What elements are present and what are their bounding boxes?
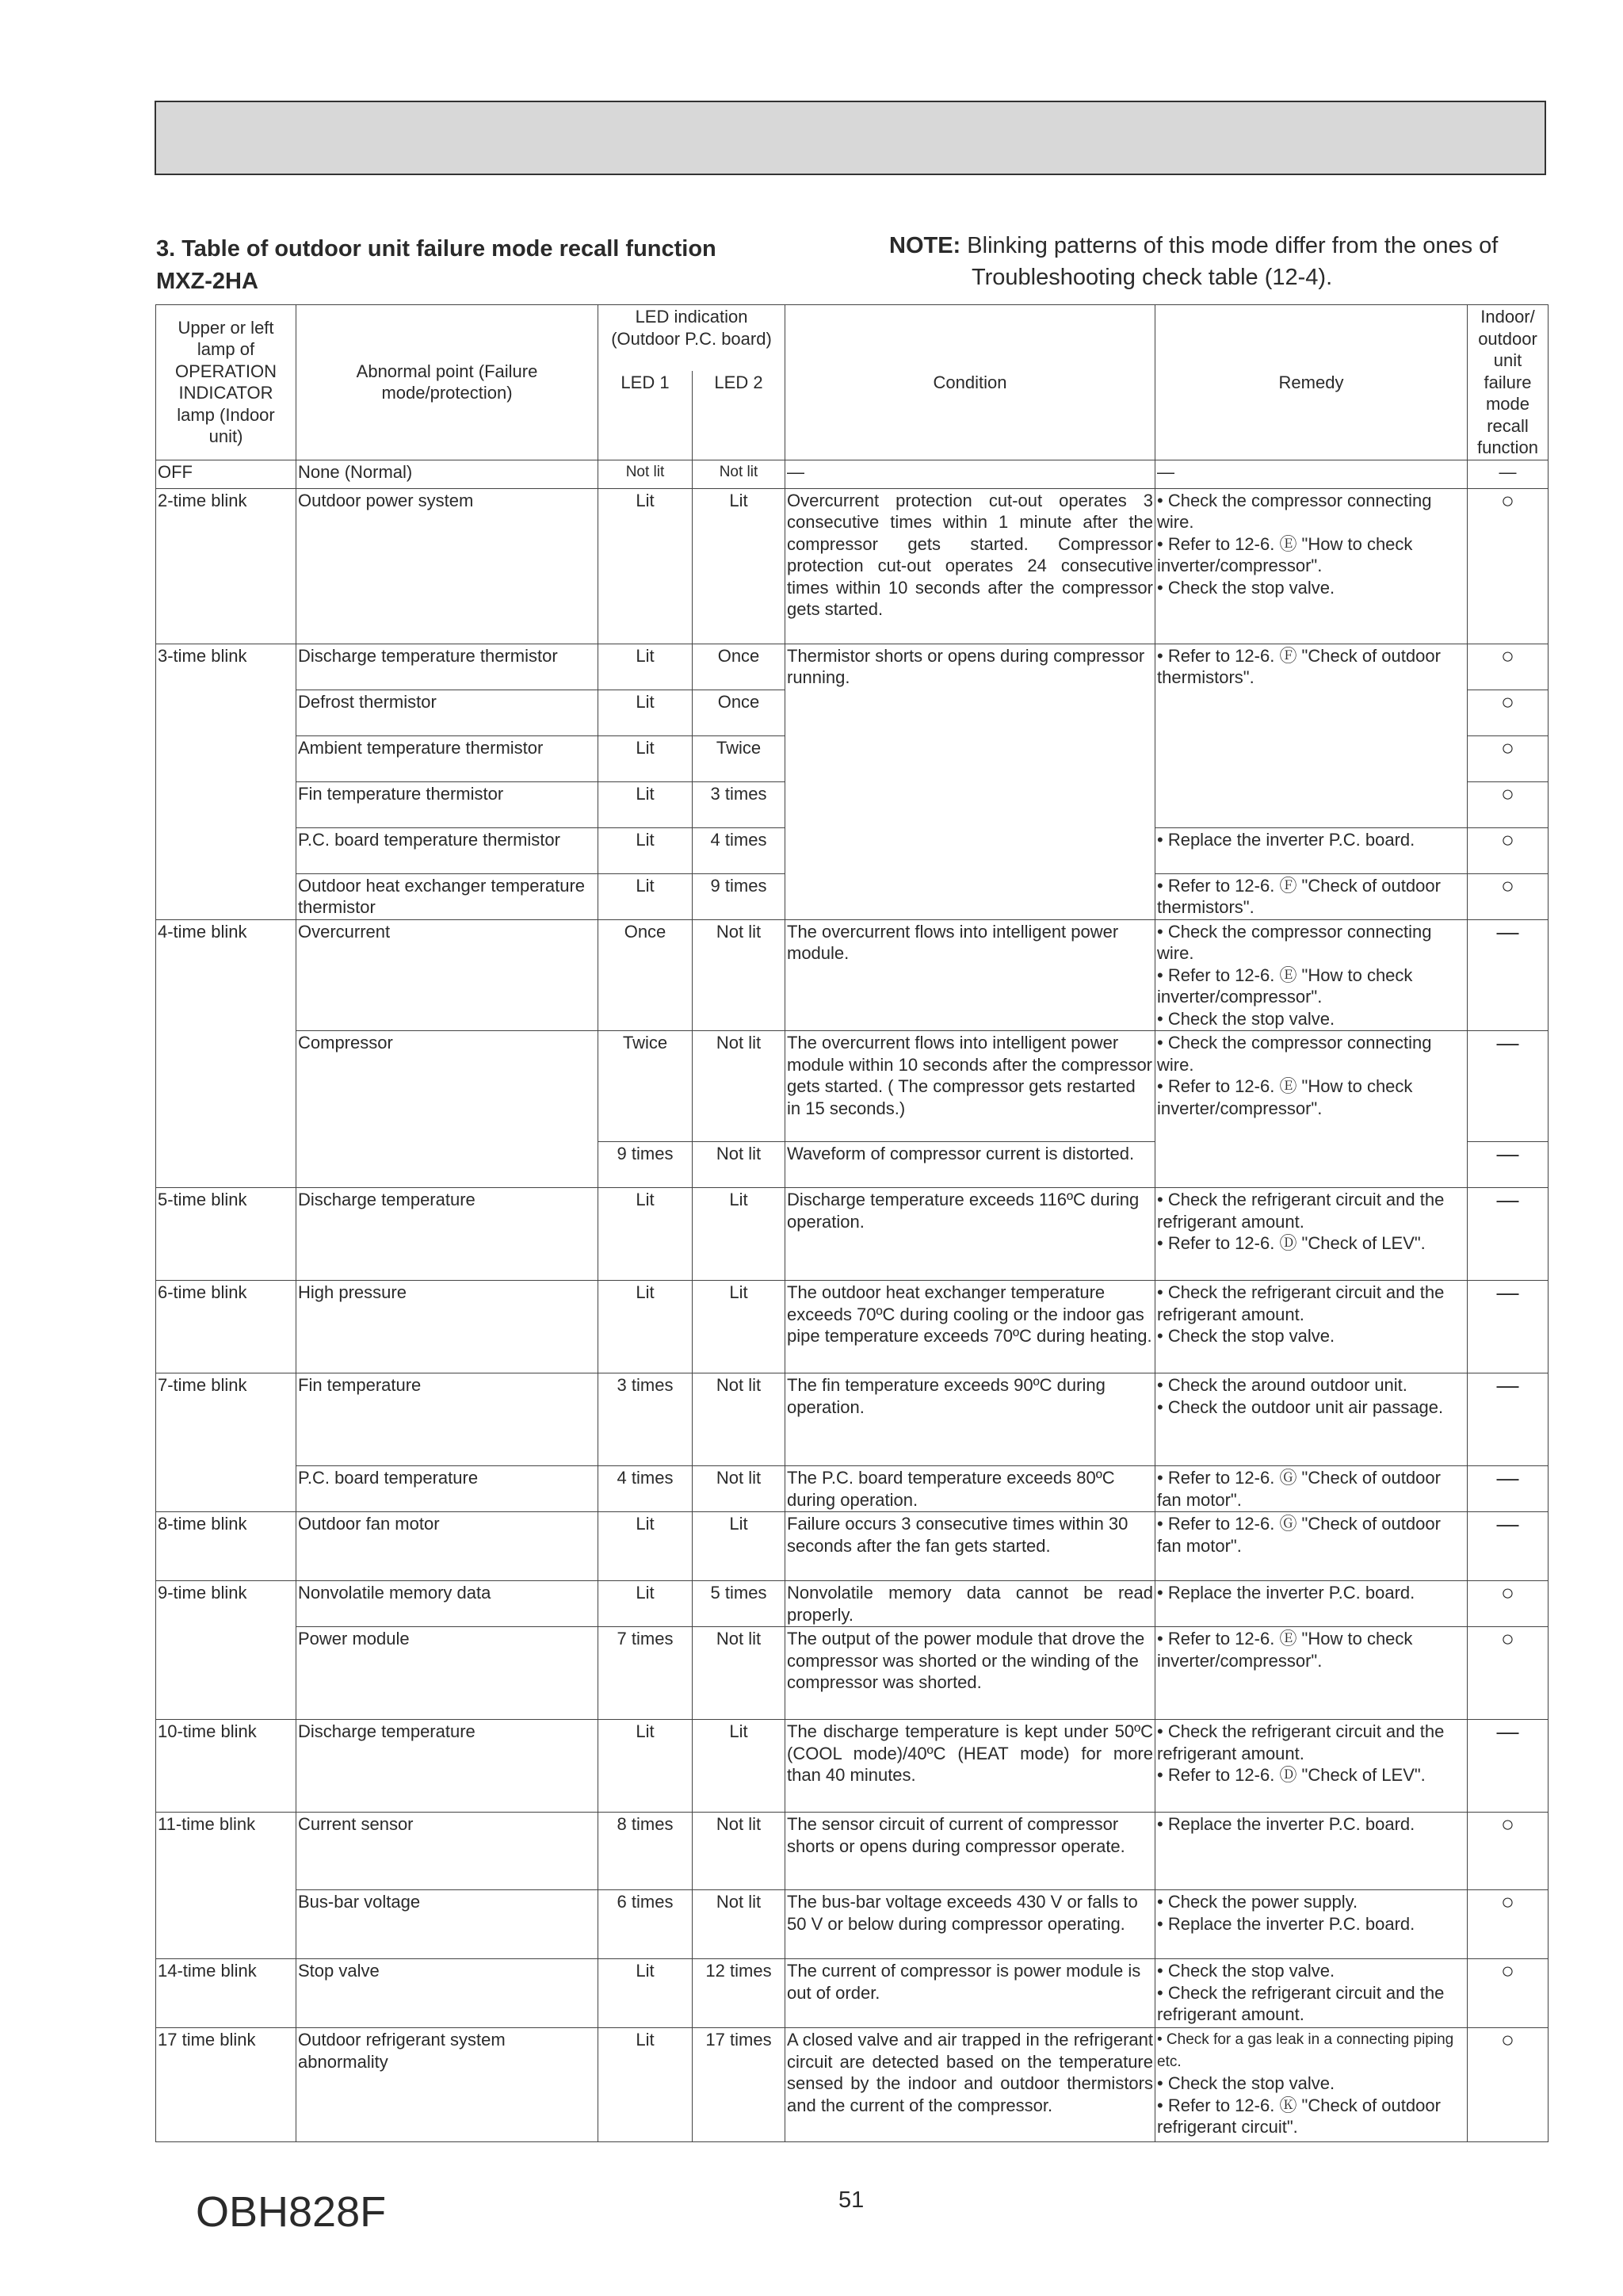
table-row: [156, 1466, 1549, 1512]
recall-cell: —: [1468, 1512, 1549, 1581]
recall-cell: —: [1468, 1281, 1549, 1373]
recall-cell: ○: [1468, 2028, 1549, 2142]
header-remedy: Remedy: [1155, 305, 1468, 460]
recall-cell: —: [1468, 1466, 1549, 1512]
header-led: LED indication (Outdoor P.C. board): [598, 305, 785, 371]
condition-cell: The discharge temperature is kept under 50ºC (COOL mode)/40ºC (HEAT mode) for more than 40 minutes.: [785, 1720, 1155, 1813]
page-number: 51: [838, 2187, 865, 2213]
remedy-cell: • Check the power supply. • Replace the inverter P.C. board.: [1155, 1890, 1468, 1959]
led1-cell: Once: [598, 919, 693, 1031]
led1-cell: Lit: [598, 1512, 693, 1581]
led1-cell: 4 times: [598, 1466, 693, 1512]
condition-cell: Failure occurs 3 consecutive times within 30 seconds after the fan gets started.: [785, 1512, 1155, 1581]
led1-cell: Lit: [598, 1188, 693, 1281]
condition-cell: Overcurrent protection cut-out operates 3 consecutive times within 1 minute after the compressor gets started. Compressor protection cut-out operates 24 consecutive times within 10 seconds after the compressor gets started.: [785, 488, 1155, 644]
point-cell: Outdoor refrigerant system abnormality: [296, 2028, 598, 2142]
table-row: [156, 460, 1549, 488]
remedy-cell: • Check the refrigerant circuit and the refrigerant amount. • Refer to 12-6. Ⓓ "Check of LEV".: [1155, 1720, 1468, 1813]
led1-cell: Lit: [598, 488, 693, 644]
point-cell: Outdoor heat exchanger temperature thermistor: [296, 873, 598, 919]
failure-mode-table: [155, 304, 1549, 2142]
recall-cell: —: [1468, 1373, 1549, 1466]
led1-cell: Lit: [598, 1581, 693, 1627]
table-row: [156, 1373, 1549, 1466]
condition-cell: A closed valve and air trapped in the refrigerant circuit are detected based on the temperature sensed by the indoor and outdoor thermistors and the current of the compressor.: [785, 2028, 1155, 2142]
point-cell: P.C. board temperature thermistor: [296, 827, 598, 873]
led1-cell: Lit: [598, 827, 693, 873]
table-row: [156, 1813, 1549, 1890]
point-cell: Ambient temperature thermistor: [296, 735, 598, 781]
led2-cell: 3 times: [693, 781, 785, 827]
led1-cell: Not lit: [598, 460, 693, 488]
recall-cell: —: [1468, 1720, 1549, 1813]
led2-cell: Twice: [693, 735, 785, 781]
document-code: OBH828F: [196, 2188, 387, 2236]
condition-cell: Discharge temperature exceeds 116ºC during operation.: [785, 1188, 1155, 1281]
remedy-stop-valve: • Check the stop valve. • Refer to 12-6. Ⓚ "Check of outdoor refrigerant circuit".: [1157, 2073, 1441, 2137]
lamp-cell: 3-time blink: [156, 644, 296, 919]
condition-cell: Nonvolatile memory data cannot be read properly.: [785, 1581, 1155, 1627]
section-title: 3. Table of outdoor unit failure mode recall function: [156, 236, 716, 262]
lamp-cell: 4-time blink: [156, 919, 296, 1188]
point-cell: Stop valve: [296, 1959, 598, 2028]
table-row: [156, 919, 1549, 1031]
led2-cell: Not lit: [693, 919, 785, 1031]
recall-cell: ○: [1468, 1959, 1549, 2028]
recall-cell: —: [1468, 1031, 1549, 1142]
remedy-cell: • Refer to 12-6. Ⓕ "Check of outdoor thermistors".: [1155, 873, 1468, 919]
lamp-cell: OFF: [156, 460, 296, 488]
condition-cell: The P.C. board temperature exceeds 80ºC during operation.: [785, 1466, 1155, 1512]
table-row: [156, 1281, 1549, 1373]
recall-cell: ○: [1468, 827, 1549, 873]
condition-cell: The sensor circuit of current of compressor shorts or opens during compressor operate.: [785, 1813, 1155, 1890]
led1-cell: 8 times: [598, 1813, 693, 1890]
table-row: [156, 1188, 1549, 1281]
recall-cell: —: [1468, 460, 1549, 488]
led2-cell: Lit: [693, 1720, 785, 1813]
point-cell: Outdoor power system: [296, 488, 598, 644]
led2-cell: 12 times: [693, 1959, 785, 2028]
lamp-cell: 10-time blink: [156, 1720, 296, 1813]
point-cell: Discharge temperature: [296, 1720, 598, 1813]
led1-cell: 9 times: [598, 1142, 693, 1188]
recall-cell: ○: [1468, 735, 1549, 781]
remedy-cell: • Check the around outdoor unit. • Check the outdoor unit air passage.: [1155, 1373, 1468, 1466]
led1-cell: 7 times: [598, 1627, 693, 1720]
remedy-cell: • Replace the inverter P.C. board.: [1155, 1813, 1468, 1890]
table-row: [156, 1959, 1549, 2028]
condition-cell: The output of the power module that drove the compressor was shorted or the winding of the compressor was shorted.: [785, 1627, 1155, 1720]
lamp-cell: 2-time blink: [156, 488, 296, 644]
remedy-cell: • Check the compressor connecting wire. • Refer to 12-6. Ⓔ "How to check inverter/compressor".: [1155, 1031, 1468, 1188]
point-cell: Overcurrent: [296, 919, 598, 1031]
lamp-cell: 17 time blink: [156, 2028, 296, 2142]
condition-cell: The overcurrent flows into intelligent power module within 10 seconds after the compressor gets started. ( The compressor gets restarted in 15 seconds.): [785, 1031, 1155, 1142]
remedy-cell: • Refer to 12-6. Ⓖ "Check of outdoor fan motor".: [1155, 1466, 1468, 1512]
remedy-cell: • Check the compressor connecting wire. • Refer to 12-6. Ⓔ "How to check inverter/compressor". • Check the stop valve.: [1155, 919, 1468, 1031]
header-led1: LED 1: [598, 371, 693, 460]
recall-cell: ○: [1468, 873, 1549, 919]
remedy-cell: • Refer to 12-6. Ⓔ "How to check inverter/compressor".: [1155, 1627, 1468, 1720]
point-cell: None (Normal): [296, 460, 598, 488]
recall-cell: —: [1468, 919, 1549, 1031]
remedy-cell: • Check the stop valve. • Check the refrigerant circuit and the refrigerant amount.: [1155, 1959, 1468, 2028]
condition-cell: —: [785, 460, 1155, 488]
note-line1: Blinking patterns of this mode differ from the ones of: [967, 233, 1499, 258]
condition-cell: The bus-bar voltage exceeds 430 V or falls to 50 V or below during compressor operating.: [785, 1890, 1155, 1959]
remedy-cell: [1155, 2028, 1468, 2142]
table-row: [156, 2028, 1549, 2142]
header-recall: Indoor/ outdoor unit failure mode recall function: [1468, 305, 1549, 460]
led2-cell: 4 times: [693, 827, 785, 873]
recall-cell: ○: [1468, 781, 1549, 827]
led1-cell: 6 times: [598, 1890, 693, 1959]
recall-cell: ○: [1468, 488, 1549, 644]
led1-cell: Lit: [598, 1281, 693, 1373]
table-row: [156, 644, 1549, 690]
recall-cell: —: [1468, 1188, 1549, 1281]
recall-cell: ○: [1468, 1627, 1549, 1720]
point-cell: Outdoor fan motor: [296, 1512, 598, 1581]
point-cell: Discharge temperature: [296, 1188, 598, 1281]
header-condition: Condition: [785, 305, 1155, 460]
remedy-cell: —: [1155, 460, 1468, 488]
table-row: [156, 1720, 1549, 1813]
point-cell: Current sensor: [296, 1813, 598, 1890]
point-cell: High pressure: [296, 1281, 598, 1373]
model-name: MXZ-2HA: [156, 269, 258, 294]
remedy-cell: • Refer to 12-6. Ⓕ "Check of outdoor thermistors".: [1155, 644, 1468, 827]
table-row: [156, 488, 1549, 644]
led2-cell: 17 times: [693, 2028, 785, 2142]
remedy-cell: • Refer to 12-6. Ⓖ "Check of outdoor fan motor".: [1155, 1512, 1468, 1581]
led2-cell: 9 times: [693, 873, 785, 919]
remedy-gas-leak: • Check for a gas leak in a connecting piping etc.: [1157, 2031, 1454, 2070]
remedy-cell: • Check the compressor connecting wire. • Refer to 12-6. Ⓔ "How to check inverter/compressor". • Check the stop valve.: [1155, 488, 1468, 644]
led1-cell: Twice: [598, 1031, 693, 1142]
point-cell: Fin temperature thermistor: [296, 781, 598, 827]
table-row: [156, 1581, 1549, 1627]
table-row: [156, 1890, 1549, 1959]
led2-cell: 5 times: [693, 1581, 785, 1627]
led2-cell: Not lit: [693, 1466, 785, 1512]
lamp-cell: 5-time blink: [156, 1188, 296, 1281]
lamp-cell: 9-time blink: [156, 1581, 296, 1720]
point-cell: Compressor: [296, 1031, 598, 1188]
led2-cell: Not lit: [693, 460, 785, 488]
led2-cell: Not lit: [693, 1373, 785, 1466]
recall-cell: ○: [1468, 1581, 1549, 1627]
point-cell: Defrost thermistor: [296, 690, 598, 735]
lamp-cell: 14-time blink: [156, 1959, 296, 2028]
lamp-cell: 6-time blink: [156, 1281, 296, 1373]
led1-cell: Lit: [598, 735, 693, 781]
header-band: [155, 101, 1546, 175]
remedy-cell: • Check the refrigerant circuit and the refrigerant amount. • Refer to 12-6. Ⓓ "Check of LEV".: [1155, 1188, 1468, 1281]
led2-cell: Not lit: [693, 1813, 785, 1890]
led2-cell: Not lit: [693, 1142, 785, 1188]
condition-cell: Thermistor shorts or opens during compressor running.: [785, 644, 1155, 919]
header-abnormal-point: Abnormal point (Failure mode/protection): [296, 305, 598, 460]
led1-cell: Lit: [598, 1959, 693, 2028]
recall-cell: —: [1468, 1142, 1549, 1188]
remedy-cell: • Replace the inverter P.C. board.: [1155, 827, 1468, 873]
header-lamp: Upper or left lamp of OPERATION INDICATOR lamp (Indoor unit): [156, 305, 296, 460]
recall-cell: ○: [1468, 1813, 1549, 1890]
led2-cell: Once: [693, 644, 785, 690]
led2-cell: Not lit: [693, 1890, 785, 1959]
led2-cell: Lit: [693, 488, 785, 644]
led1-cell: 3 times: [598, 1373, 693, 1466]
point-cell: P.C. board temperature: [296, 1466, 598, 1512]
remedy-cell: • Replace the inverter P.C. board.: [1155, 1581, 1468, 1627]
point-cell: Fin temperature: [296, 1373, 598, 1466]
led2-cell: Lit: [693, 1512, 785, 1581]
led1-cell: Lit: [598, 2028, 693, 2142]
led1-cell: Lit: [598, 781, 693, 827]
point-cell: Bus-bar voltage: [296, 1890, 598, 1959]
table-row: [156, 1512, 1549, 1581]
condition-cell: The current of compressor is power module is out of order.: [785, 1959, 1155, 2028]
lamp-cell: 11-time blink: [156, 1813, 296, 1959]
condition-cell: Waveform of compressor current is distorted.: [785, 1142, 1155, 1188]
condition-cell: The outdoor heat exchanger temperature exceeds 70ºC during cooling or the indoor gas pipe temperature exceeds 70ºC during heating.: [785, 1281, 1155, 1373]
led2-cell: Once: [693, 690, 785, 735]
note-line2: Troubleshooting check table (12-4).: [972, 265, 1333, 290]
table-header-row: [156, 305, 1549, 371]
led2-cell: Not lit: [693, 1031, 785, 1142]
recall-cell: ○: [1468, 690, 1549, 735]
lamp-cell: 7-time blink: [156, 1373, 296, 1512]
point-cell: Nonvolatile memory data: [296, 1581, 598, 1627]
led1-cell: Lit: [598, 1720, 693, 1813]
header-led2: LED 2: [693, 371, 785, 460]
recall-cell: ○: [1468, 1890, 1549, 1959]
led2-cell: Not lit: [693, 1627, 785, 1720]
led1-cell: Lit: [598, 644, 693, 690]
led2-cell: Lit: [693, 1281, 785, 1373]
table-row: [156, 1627, 1549, 1720]
led2-cell: Lit: [693, 1188, 785, 1281]
note-label: NOTE:: [889, 233, 961, 258]
table-row: [156, 1031, 1549, 1142]
led1-cell: Lit: [598, 873, 693, 919]
recall-cell: ○: [1468, 644, 1549, 690]
note: [889, 230, 1555, 293]
condition-cell: The fin temperature exceeds 90ºC during operation.: [785, 1373, 1155, 1466]
lamp-cell: 8-time blink: [156, 1512, 296, 1581]
led1-cell: Lit: [598, 690, 693, 735]
point-cell: Discharge temperature thermistor: [296, 644, 598, 690]
condition-cell: The overcurrent flows into intelligent power module.: [785, 919, 1155, 1031]
point-cell: Power module: [296, 1627, 598, 1720]
remedy-cell: • Check the refrigerant circuit and the refrigerant amount. • Check the stop valve.: [1155, 1281, 1468, 1373]
